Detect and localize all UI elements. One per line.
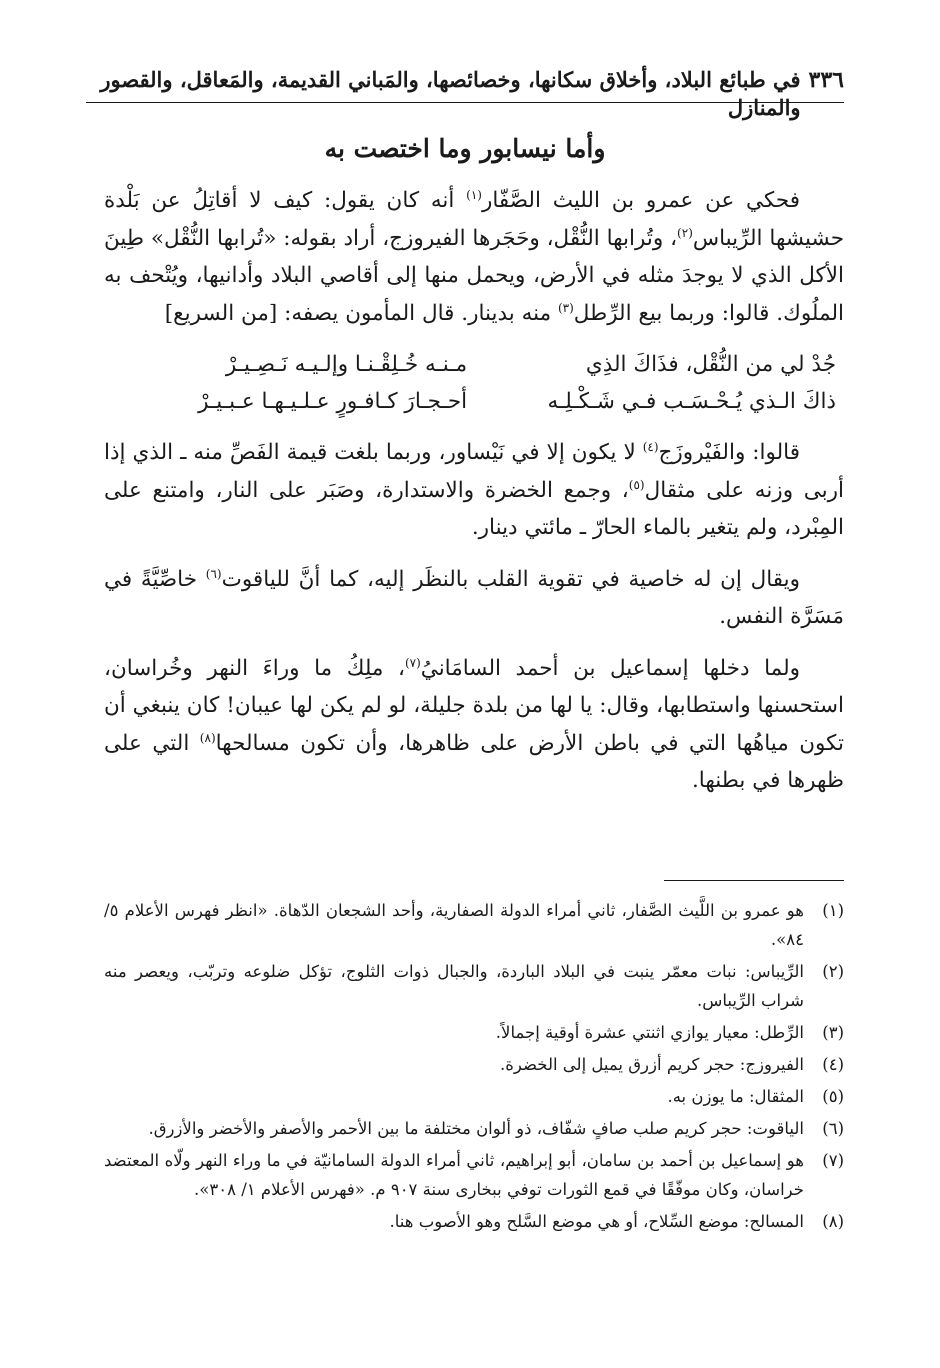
paragraph-1 — [104, 182, 844, 332]
verse-line — [104, 383, 844, 420]
header-rule — [86, 102, 844, 103]
footnote-item — [104, 957, 844, 1015]
paragraph-4 — [104, 650, 844, 800]
text-run: منه بدينار. قال المأمون يصفه: [من السريع] — [164, 300, 558, 326]
footnotes — [104, 896, 844, 1239]
text-run: ويقال إن له خاصية في تقوية القلب بالنظَر إليه، كما أنَّ للياقوت — [221, 566, 800, 592]
footnote-text: المسالح: موضع السِّلاح، أو هي موضع السَّلح وهو الأصوب هنا. — [389, 1212, 804, 1231]
footnote-text: هو عمرو بن اللَّيث الصَّفار، ثاني أمراء الدولة الصفارية، وأحد الشجعان الدّهاة. «انظر فهرس الأعلام ٥/ ٨٤». — [104, 901, 804, 949]
text-run: فحكي عن عمرو بن الليث الصَّفّار — [481, 188, 800, 213]
page-number: ٣٣٦ — [808, 67, 844, 93]
footnote-item — [104, 1082, 844, 1111]
footnote-item — [104, 1114, 844, 1143]
footnote-ref[interactable]: (٧) — [404, 655, 421, 670]
footnote-ref[interactable]: (١) — [466, 187, 482, 202]
footnote-text: المثقال: ما يوزن به. — [667, 1087, 804, 1106]
footnote-number: (٢) — [822, 962, 844, 981]
footnote-ref[interactable]: (٢) — [677, 225, 693, 240]
verse-hemistich-first: جُدْ لي من النُّقْل، فذَاكَ الذِي — [585, 352, 836, 377]
text-run: التي على ظهرها في بطنها. — [104, 730, 844, 793]
footnote-text: هو إسماعيل بن أحمد بن سامان، أبو إبراهيم، ثاني أمراء الدولة السامانيّة في ما وراء النهر ولّاه المعتضد خراسان، وكان موفّقًا في قمع الثورات توفي ببخارى سنة ٩٠٧ م. «فهرس الأعلام ١/ ٣٠٨». — [104, 1151, 804, 1199]
footnote-item — [104, 1146, 844, 1204]
footnote-text: الرِّطل: معيار يوازي اثنتي عشرة أوقية إجمالاً. — [495, 1023, 804, 1042]
footnote-text: الرِّيباس: نبات معمّر ينبت في البلاد الباردة، والجبال ذوات الثلوج، تؤكل ضلوعه وتربّب، ويعصر منه شراب الرِّيباس. — [104, 962, 804, 1010]
footnote-number: (٣) — [822, 1023, 844, 1042]
footnote-ref[interactable]: (٥) — [628, 477, 645, 492]
verse-hemistich-second: مـنـه خُـلِقْـنـا وإلـيـه نَـصِـيـرْ — [225, 352, 468, 377]
footnote-item — [104, 896, 844, 954]
text-run: خاصِّيَّةً في مَسَرَّة النفس. — [104, 566, 844, 629]
verse-hemistich-second: أحـجـارَ كـافـورٍ عـلـيـهـا عـبـيـرْ — [198, 389, 468, 414]
text-run: أنه كان يقول: كيف لا أقاتِلُ عن بَلْدة حشيشها الرِّيباس — [104, 188, 844, 251]
verse-line — [104, 346, 844, 383]
footnote-separator — [664, 880, 844, 881]
text-run: قالوا: والفَيْروزَج — [658, 440, 800, 465]
footnote-item — [104, 1018, 844, 1047]
footnote-number: (٧) — [822, 1151, 844, 1170]
paragraph-2 — [104, 434, 844, 547]
text-run: ، وجمع الخضرة والاستدارة، وصَبَر على النار، وامتنع على المِبْرد، ولم يتغير بالماء الحارّ ـ مائتي دينار. — [104, 477, 844, 540]
footnote-text: الفيروزج: حجر كريم أزرق يميل إلى الخضرة. — [499, 1055, 804, 1074]
footnote-ref[interactable]: (٣) — [557, 300, 574, 315]
footnote-number: (٨) — [822, 1212, 844, 1231]
footnote-ref[interactable]: (٨) — [199, 730, 216, 745]
body-text — [104, 182, 844, 814]
text-run: ، وتُرابها النُّقْل، وحَجَرها الفيروزج، أراد بقوله: «تُرابها النُّقْل» طِينَ الأكل الذي لا يوجدَ مثله في الأرض، ويحمل منها إلى أقاصي البلاد وأدانيها، ويُتْحف به الملُوك. قالوا: وربما بيع الرِّطل — [104, 225, 844, 326]
verse-hemistich-first: ذاكَ الـذي يُـحْـسَـب فـي شَـكْـلِـه — [547, 389, 836, 414]
section-title: وأما نيسابور وما اختصت به — [324, 134, 606, 163]
running-title: في طبائع البلاد، وأخلاق سكانها، وخصائصها، والمَباني القديمة، والمَعاقل، والقصور والمنازل — [100, 67, 801, 120]
paragraph-3 — [104, 561, 844, 636]
footnote-ref[interactable]: (٤) — [642, 439, 659, 454]
footnote-number: (٤) — [822, 1055, 844, 1074]
footnote-number: (٥) — [822, 1087, 844, 1106]
footnote-text: الياقوت: حجر كريم صلب صافٍ شفّاف، ذو ألوان مختلفة ما بين الأحمر والأصفر والأخضر والأزرق. — [148, 1119, 804, 1138]
footnote-number: (٦) — [822, 1119, 844, 1138]
poem — [104, 346, 844, 420]
text-run: ولما دخلها إسماعيل بن أحمد السامَانيُ — [420, 655, 801, 681]
footnote-ref[interactable]: (٦) — [205, 566, 222, 581]
footnote-item — [104, 1050, 844, 1079]
footnote-item — [104, 1207, 844, 1236]
text-run: لا يكون إلا في نَيْساور، وربما بلغت قيمة الفَصِّ منه ـ الذي إذا أربى وزنه على مثقال — [104, 440, 844, 503]
running-header — [86, 66, 844, 122]
footnote-number: (١) — [822, 901, 844, 920]
text-run: ، ملِكُ ما وراءَ النهر وخُراسان، استحسنها واستطابها، وقال: يا لها من بلدة جليلة، لو لم يكن لها عيبان! كان ينبغي أن تكون مياهُها التي في باطن الأرض على ظاهرها، وأن تكون مسالحها — [104, 655, 845, 756]
